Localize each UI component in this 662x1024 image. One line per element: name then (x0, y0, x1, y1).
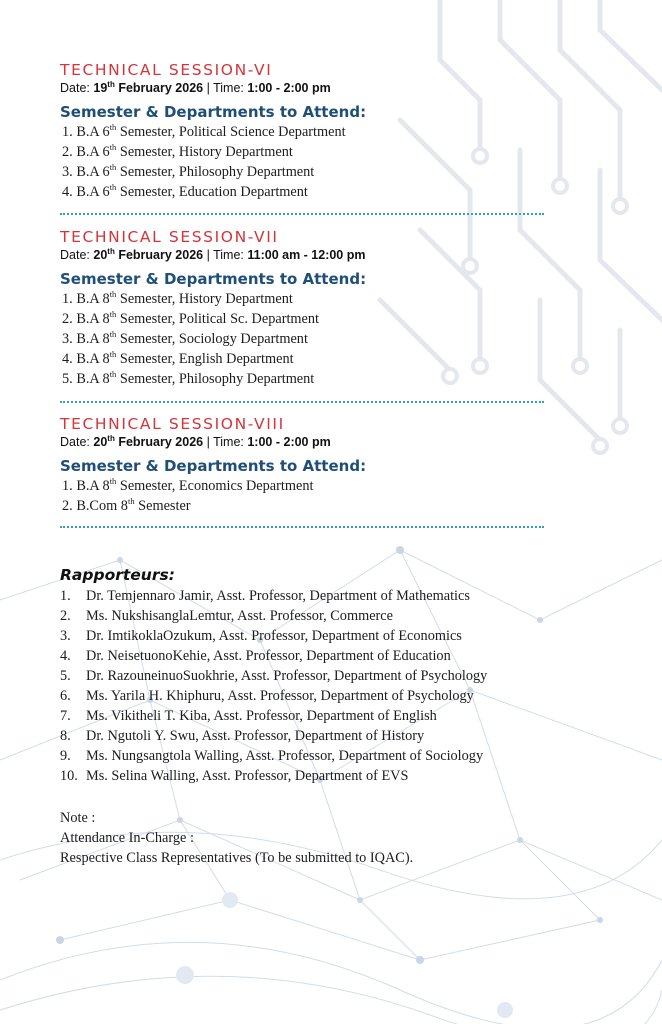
note-label: Note : (60, 810, 96, 826)
list-item (60, 626, 620, 646)
time-value: 11:00 am - 12:00 pm (247, 248, 366, 262)
item-number: 2. (62, 311, 73, 327)
session-date-time (60, 434, 550, 451)
item-number: 3. (62, 164, 73, 180)
list-item (62, 142, 550, 162)
list-item (62, 182, 550, 202)
ordinal-suffix: th (109, 309, 117, 320)
program: B.A 8 (76, 331, 110, 347)
department-text: Semester, Education Department (116, 184, 308, 200)
list-item (62, 496, 550, 516)
rapporteurs-heading: Rapporteurs: (60, 566, 175, 584)
list-item (62, 289, 550, 309)
ordinal-suffix: th (109, 162, 117, 173)
list-item (62, 309, 550, 329)
program: B.A 8 (76, 291, 110, 307)
ordinal-suffix: th (109, 349, 117, 360)
rapporteur-text: Ms. Vikitheli T. Kiba, Asst. Professor, Department of English (86, 708, 437, 724)
item-number: 2. (62, 144, 73, 160)
department-text: Semester, Political Science Department (116, 124, 346, 140)
date-day: 19 (93, 81, 108, 95)
program: B.A 6 (76, 184, 110, 200)
list-item (60, 746, 620, 766)
session-title: TECHNICAL SESSION-VIII (60, 415, 285, 433)
list-item (60, 666, 620, 686)
list-item (62, 476, 550, 496)
item-number: 2. (62, 498, 73, 514)
attendance-label: Attendance In-Charge : (60, 830, 194, 846)
attend-heading: Semester & Departments to Attend: (60, 270, 367, 288)
date-suffix: th (107, 433, 115, 443)
department-list (60, 122, 550, 202)
department-text: Semester, Economics Department (116, 478, 314, 494)
date-label: Date: (60, 81, 90, 95)
ordinal-suffix: th (127, 496, 135, 507)
session-date-time (60, 80, 550, 97)
list-item (62, 122, 550, 142)
department-list (60, 289, 550, 389)
rapporteur-text: Ms. Yarila H. Khiphuru, Asst. Professor, Department of Psychology (86, 688, 474, 704)
program: B.A 6 (76, 124, 110, 140)
session-block (60, 227, 550, 389)
session-title: TECHNICAL SESSION-VI (60, 61, 273, 79)
program: B.A 8 (76, 371, 110, 387)
time-value: 1:00 - 2:00 pm (247, 81, 331, 95)
list-item (60, 586, 620, 606)
item-number: 2. (60, 608, 71, 624)
rapporteur-text: Dr. RazouneinuoSuokhrie, Asst. Professor, Department of Psychology (86, 668, 488, 684)
ordinal-suffix: th (109, 142, 117, 153)
item-number: 10. (60, 768, 78, 784)
rapporteur-text: Ms. NukshisanglaLemtur, Asst. Professor, Commerce (86, 608, 393, 624)
ordinal-suffix: th (109, 329, 117, 340)
program: B.A 8 (76, 311, 110, 327)
ordinal-suffix: th (109, 476, 117, 487)
date-day: 20 (93, 435, 108, 449)
ordinal-suffix: th (109, 122, 117, 133)
session-block (60, 60, 550, 202)
date-month-year: February 2026 (118, 248, 204, 262)
rapporteur-text: Dr. Ngutoli Y. Swu, Asst. Professor, Department of History (86, 728, 425, 744)
list-item (62, 369, 550, 389)
date-month-year: February 2026 (118, 81, 204, 95)
item-number: 6. (60, 688, 71, 704)
department-text: Semester, History Department (116, 144, 293, 160)
section-divider (60, 526, 544, 528)
ordinal-suffix: th (109, 369, 117, 380)
date-month-year: February 2026 (118, 435, 204, 449)
item-number: 3. (62, 331, 73, 347)
item-number: 9. (60, 748, 71, 764)
rapporteurs-list (60, 586, 620, 786)
department-text: Semester, Political Sc. Department (116, 311, 320, 327)
date-label: Date: (60, 435, 90, 449)
item-number: 1. (62, 124, 73, 140)
attend-heading: Semester & Departments to Attend: (60, 457, 367, 475)
department-text: Semester, Sociology Department (116, 331, 308, 347)
list-item (62, 162, 550, 182)
item-number: 4. (60, 648, 71, 664)
item-number: 5. (62, 371, 73, 387)
time-label: | Time: (206, 248, 244, 262)
time-label: | Time: (206, 81, 244, 95)
list-item (62, 349, 550, 369)
program: B.A 8 (76, 478, 110, 494)
date-label: Date: (60, 248, 90, 262)
item-number: 1. (60, 588, 71, 604)
list-item (60, 766, 620, 786)
program: B.Com 8 (76, 498, 128, 514)
ordinal-suffix: th (109, 289, 117, 300)
time-value: 1:00 - 2:00 pm (247, 435, 331, 449)
list-item (62, 329, 550, 349)
item-number: 3. (60, 628, 71, 644)
department-list (60, 476, 550, 516)
item-number: 4. (62, 351, 73, 367)
rapporteur-text: Ms. Nungsangtola Walling, Asst. Professor, Department of Sociology (86, 748, 484, 764)
list-item (60, 606, 620, 626)
date-suffix: th (107, 79, 115, 89)
item-number: 4. (62, 184, 73, 200)
session-block (60, 414, 550, 516)
attend-heading: Semester & Departments to Attend: (60, 103, 367, 121)
ordinal-suffix: th (109, 182, 117, 193)
section-divider (60, 213, 544, 215)
session-title: TECHNICAL SESSION-VII (60, 228, 279, 246)
time-label: | Time: (206, 435, 244, 449)
rapporteur-text: Dr. ImtikoklaOzukum, Asst. Professor, Department of Economics (86, 628, 462, 644)
list-item (60, 646, 620, 666)
item-number: 1. (62, 291, 73, 307)
department-text: Semester (134, 498, 191, 514)
attendance-detail: Respective Class Representatives (To be submitted to IQAC). (60, 850, 414, 866)
department-text: Semester, Philosophy Department (116, 371, 315, 387)
program: B.A 6 (76, 164, 110, 180)
date-day: 20 (93, 248, 108, 262)
program: B.A 6 (76, 144, 110, 160)
rapporteur-text: Ms. Selina Walling, Asst. Professor, Department of EVS (86, 768, 409, 784)
department-text: Semester, English Department (116, 351, 294, 367)
item-number: 1. (62, 478, 73, 494)
rapporteur-text: Dr. Temjennaro Jamir, Asst. Professor, Department of Mathematics (86, 588, 470, 604)
note-block (60, 808, 413, 868)
item-number: 8. (60, 728, 71, 744)
rapporteur-text: Dr. NeisetuonoKehie, Asst. Professor, Department of Education (86, 648, 451, 664)
item-number: 5. (60, 668, 71, 684)
program: B.A 8 (76, 351, 110, 367)
session-date-time (60, 247, 550, 264)
department-text: Semester, Philosophy Department (116, 164, 315, 180)
list-item (60, 726, 620, 746)
list-item (60, 706, 620, 726)
section-divider (60, 401, 544, 403)
date-suffix: th (107, 246, 115, 256)
item-number: 7. (60, 708, 71, 724)
department-text: Semester, History Department (116, 291, 293, 307)
list-item (60, 686, 620, 706)
